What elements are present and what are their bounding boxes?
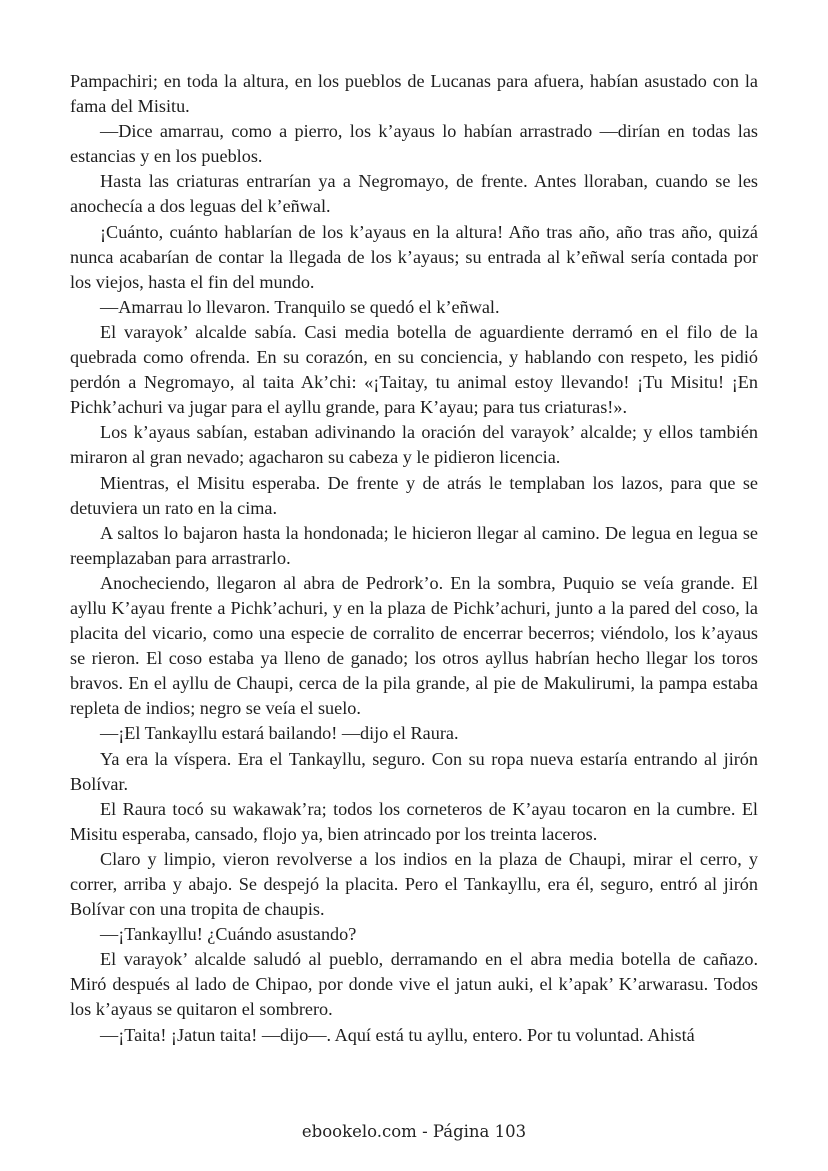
body-text xyxy=(70,69,758,1048)
paragraph: Mientras, el Misitu esperaba. De frente y de atrás le templaban los lazos, para que se detuviera un rato en la cima. xyxy=(70,472,758,518)
paragraph: Los k’ayaus sabían, estaban adivinando la oración del varayok’ alcalde; y ellos también miraron al gran nevado; agacharon su cabeza y le pidieron licencia. xyxy=(70,422,758,468)
paragraph: —Dice amarrau, como a pierro, los k’ayaus lo habían arrastrado —dirían en todas las estancias y en los pueblos. xyxy=(70,121,758,167)
page-footer: ebookelo.com - Página 103 xyxy=(301,1122,527,1141)
paragraph: A saltos lo bajaron hasta la hondonada; le hicieron llegar al camino. De legua en legua se reemplazaban para arrastrarlo. xyxy=(70,522,758,568)
paragraph: —¡El Tankayllu estará bailando! —dijo el Raura. xyxy=(100,723,459,744)
paragraph: El varayok’ alcalde saludó al pueblo, derramando en el abra media botella de cañazo. Miró después al lado de Chipao, por donde vive el jatun auki, el k’apak’ K’arwarasu. Todos los k’ayaus se quitaron el sombrero. xyxy=(70,949,758,1020)
paragraph: ¡Cuánto, cuánto hablarían de los k’ayaus en la altura! Año tras año, año tras año, quizá nunca acabarían de contar la llegada de los k’ayaus; su entrada al k’eñwal sería contada por los viejos, hasta el fin del mundo. xyxy=(70,221,758,292)
paragraph: Anocheciendo, llegaron al abra de Pedrork’o. En la sombra, Puquio se veía grande. El ayllu K’ayau frente a Pichk’achuri, y en la plaza de Pichk’achuri, junto a la pared del coso, la placita del vicario, como una especie de corralito de encerrar becerros; viéndolo, los k’ayaus se rieron. El coso estaba ya lleno de ganado; los otros ayllus habrían hecho llegar los toros bravos. En el ayllu de Chaupi, cerca de la pila grande, al pie de Makulirumi, la pampa estaba repleta de indios; negro se veía el suelo. xyxy=(70,572,758,719)
paragraph: —Amarrau lo llevaron. Tranquilo se quedó el k’eñwal. xyxy=(100,296,500,317)
paragraph: Claro y limpio, vieron revolverse a los indios en la plaza de Chaupi, mirar el cerro, y correr, arriba y abajo. Se despejó la placita. Pero el Tankayllu, era él, seguro, entró al jirón Bolívar con una tropita de chaupis. xyxy=(70,848,758,920)
paragraph: Hasta las criaturas entrarían ya a Negromayo, de frente. Antes lloraban, cuando se les anochecía a dos leguas del k’eñwal. xyxy=(70,171,758,217)
paragraph: Pampachiri; en toda la altura, en los pueblos de Lucanas para afuera, habían asustado con la fama del Misitu. xyxy=(70,71,758,117)
paragraph: —¡Tankayllu! ¿Cuándo asustando? xyxy=(100,924,357,945)
paragraph: Ya era la víspera. Era el Tankayllu, seguro. Con su ropa nueva estaría entrando al jirón Bolívar. xyxy=(70,748,758,794)
paragraph: El varayok’ alcalde sabía. Casi media botella de aguardiente derramó en el filo de la quebrada como ofrenda. En su corazón, en su conciencia, y hablando con respeto, les pidió perdón a Negromayo, al taita Ak’chi: «¡Taitay, tu animal estoy llevando! ¡Tu Misitu! ¡En Pichk’achuri va jugar para el ayllu grande, para K’ayau; para tus criaturas!». xyxy=(70,321,758,418)
paragraph: —¡Taita! ¡Jatun taita! —dijo—. Aquí está tu ayllu, entero. Por tu voluntad. Ahistá xyxy=(100,1024,695,1045)
paragraph: El Raura tocó su wakawak’ra; todos los corneteros de K’ayau tocaron en la cumbre. El Misitu esperaba, cansado, flojo ya, bien atrincado por los treinta laceros. xyxy=(70,798,758,844)
